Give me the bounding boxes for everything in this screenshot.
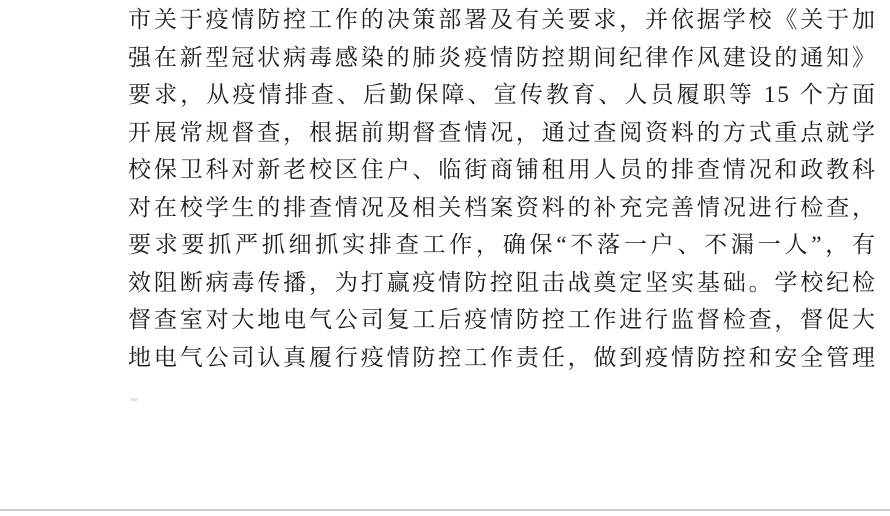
bottom-divider-line [0,509,890,511]
paragraph-line: 开展常规督查，根据前期督查情况，通过查阅资料的方式重点就学 [128,119,877,145]
paragraph-line: 督查室对大地电气公司复工后疫情防控工作进行监督检查，督促大 [128,307,877,332]
paragraph-line: 市关于疫情防控工作的决策部署及有关要求，并依据学校《关于加 [128,7,877,32]
paragraph-line: 要求要抓严抓细抓实排查工作，确保“不落一户、不漏一人”，有 [128,232,877,257]
faint-artifact-mark [130,398,138,401]
paragraph-line: 校保卫科对新老校区住户、临街商铺租用人员的排查情况和政教科 [128,157,877,182]
paragraph-line: 对在校学生的排查情况及相关档案资料的补充完善情况进行检查， [128,194,877,220]
paragraph-line: 要求，从疫情排查、后勤保障、宣传教育、人员履职等 15 个方面 [128,82,877,107]
paragraph-line: 强在新型冠状病毒感染的肺炎疫情防控期间纪律作风建设的通知》 [128,44,877,70]
paragraph-block [128,1,877,376]
paragraph-line: 地电气公司认真履行疫情防控工作责任，做到疫情防控和安全管理 [128,344,877,370]
paragraph-line: 效阻断病毒传播，为打赢疫情防控阻击战奠定坚实基础。学校纪检 [128,269,877,295]
